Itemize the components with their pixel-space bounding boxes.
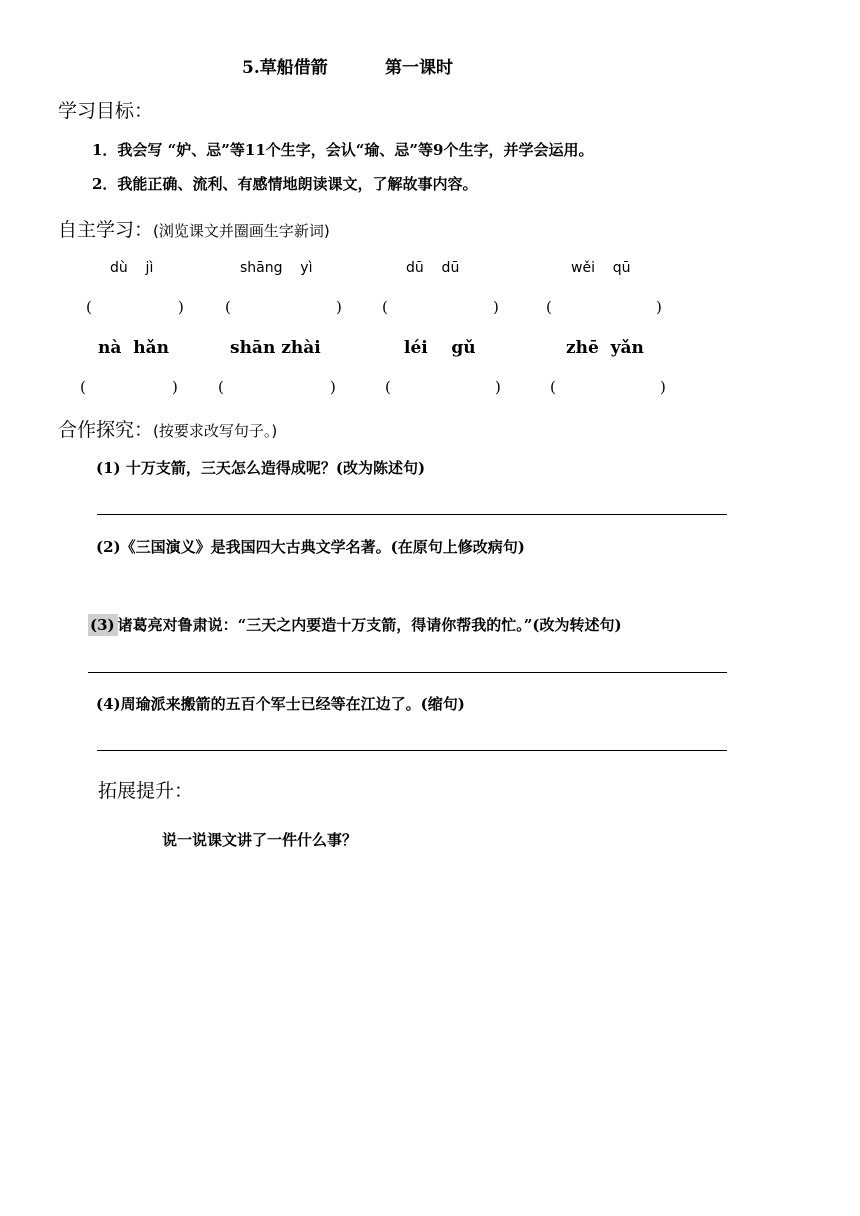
answer-line-1 (97, 514, 727, 515)
pinyin-zhe-yan: zhē yǎn (566, 338, 644, 358)
answer-paren-open: ( (385, 378, 391, 396)
exercise-3 (88, 614, 622, 635)
answer-paren-open: ( (382, 298, 388, 316)
answer-paren-open: ( (80, 378, 86, 396)
exercise-1: (1) 十万支箭，三天怎么造得成呢？(改为陈述句) (96, 459, 426, 477)
lesson-period: 第一课时 (385, 58, 453, 78)
exercise-3-text: 诸葛亮对鲁肃说：“三天之内要造十万支箭，得请你帮我的忙。”(改为转述句) (117, 616, 622, 634)
coop-heading (58, 415, 277, 442)
answer-paren-close: ) (336, 298, 342, 316)
pinyin-na-han: nà hǎn (98, 338, 169, 358)
answer-paren-close: ) (493, 298, 499, 316)
self-study-heading-text: 自主学习： (58, 219, 154, 241)
exercise-3-number: (3) (88, 614, 118, 636)
goal-item-2: 2．我能正确、流利、有感情地朗读课文，了解故事内容。 (92, 175, 478, 193)
pinyin-shang-yi: shāng yì (240, 260, 313, 276)
pinyin-du-du: dū dū (406, 260, 460, 276)
answer-paren-close: ) (178, 298, 184, 316)
answer-paren-open: ( (550, 378, 556, 396)
answer-paren-close: ) (660, 378, 666, 396)
answer-line-3 (88, 672, 727, 673)
pinyin-lei-gu: léi gǔ (404, 338, 476, 358)
lesson-title: 5.草船借箭 (242, 58, 328, 78)
coop-heading-text: 合作探究： (58, 419, 154, 441)
answer-paren-open: ( (546, 298, 552, 316)
pinyin-shan-zhai: shān zhài (230, 338, 321, 358)
answer-paren-close: ) (656, 298, 662, 316)
self-study-note: (浏览课文并圈画生字新词) (153, 222, 330, 240)
extend-question: 说一说课文讲了一件什么事？ (162, 831, 358, 849)
answer-paren-open: ( (218, 378, 224, 396)
coop-note: (按要求改写句子。) (153, 422, 278, 440)
extend-heading: 拓展提升： (98, 780, 194, 802)
answer-paren-open: ( (86, 298, 92, 316)
self-study-heading (58, 215, 330, 242)
exercise-4: (4)周瑜派来搬箭的五百个军士已经等在江边了。(缩句) (96, 695, 465, 713)
goals-heading: 学习目标： (58, 100, 154, 122)
pinyin-wei-qu: wěi qū (571, 260, 631, 276)
answer-line-4 (97, 750, 727, 751)
answer-paren-open: ( (225, 298, 231, 316)
answer-paren-close: ) (495, 378, 501, 396)
answer-paren-close: ) (172, 378, 178, 396)
goal-item-1: 1．我会写 “妒、忌”等11个生字，会认“瑜、忌”等9个生字，并学会运用。 (92, 141, 594, 159)
exercise-2: (2)《三国演义》是我国四大古典文学名著。(在原句上修改病句) (96, 538, 525, 556)
pinyin-du-ji: dù jì (110, 260, 154, 276)
answer-paren-close: ) (330, 378, 336, 396)
